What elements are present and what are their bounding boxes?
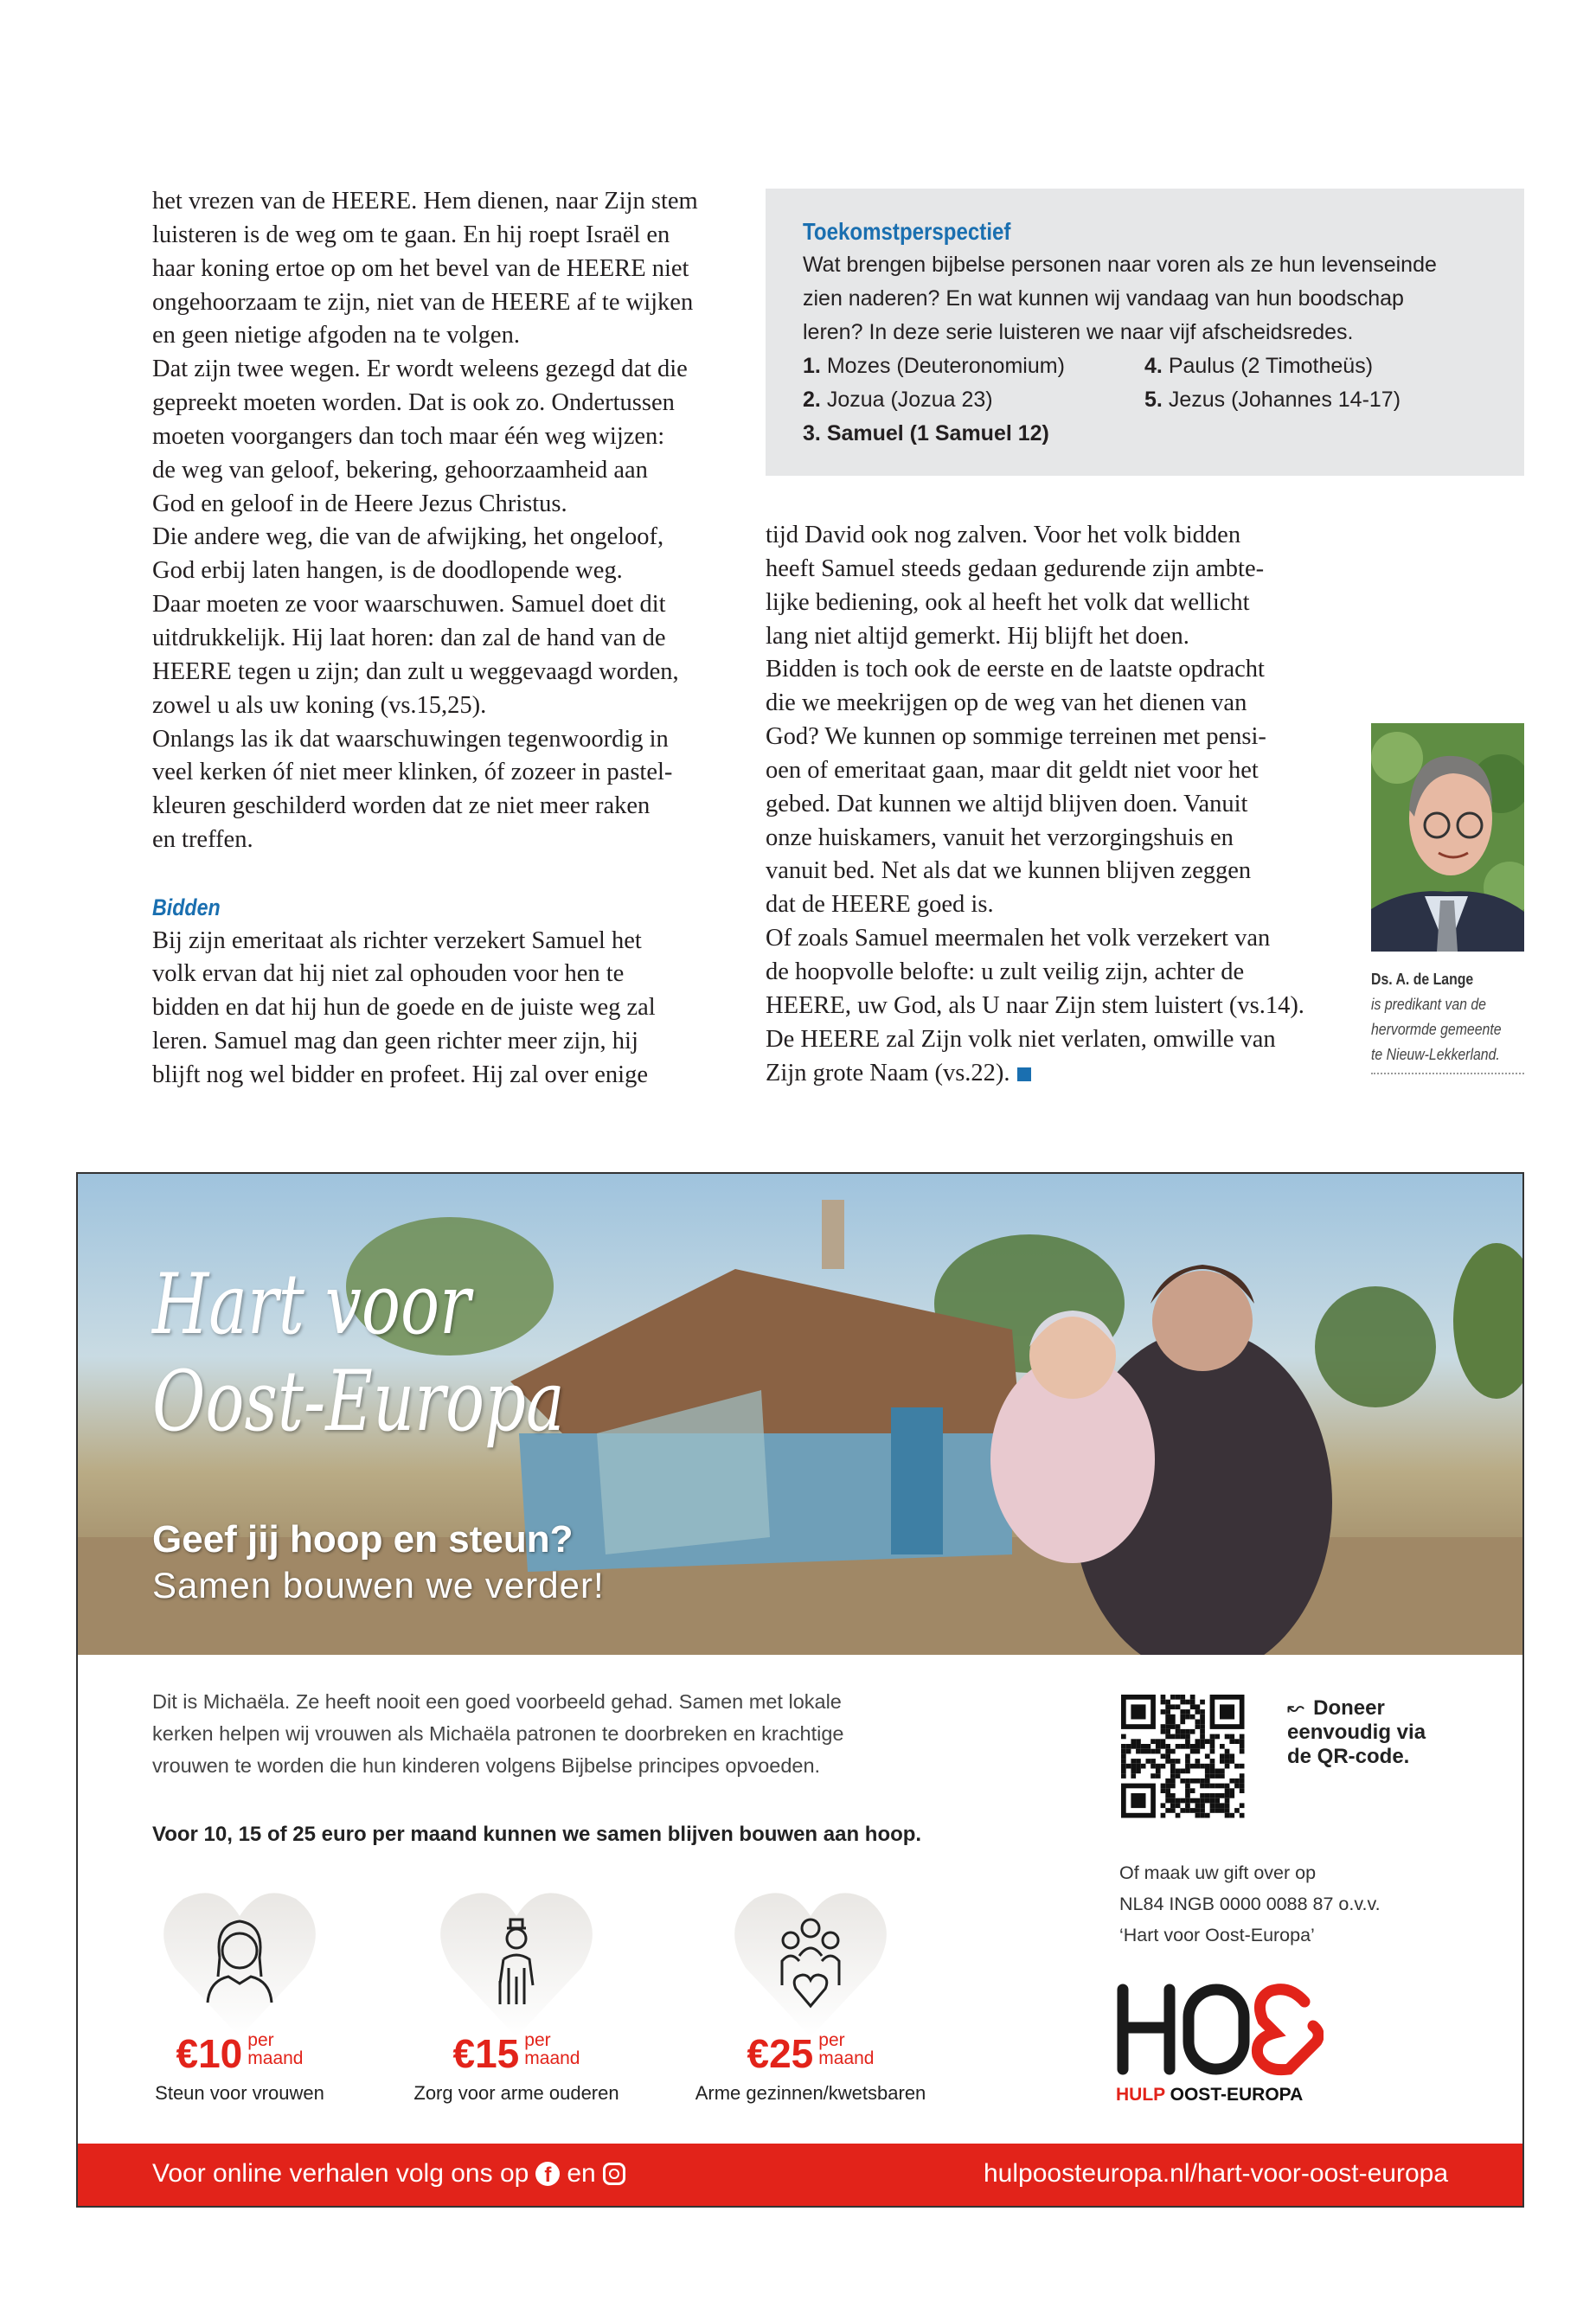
footer-social-text: Voor online verhalen volg ons op [152, 2159, 529, 2188]
series-item-number: 4. [1144, 354, 1163, 378]
hulp-oost-europa-logo [1116, 1983, 1324, 2106]
heart-background [728, 1890, 893, 2037]
bank-line: ‘Hart voor Oost-Europa’ [1119, 1925, 1315, 1945]
logo-sub: OOST-EUROPA [1170, 2085, 1304, 2105]
hero-script-title [152, 1256, 565, 1450]
hero-question: Geef jij hoop en steun? [152, 1518, 574, 1561]
series-item-text: Jozua (Jozua 23) [826, 388, 993, 412]
series-item-text: Paulus (2 Timotheüs) [1168, 354, 1374, 378]
text-line-content: God? We kunnen op sommige terreinen met pensi- [766, 723, 1266, 751]
ad-hero-image [78, 1174, 1522, 1655]
qr-line: Doneer [1313, 1696, 1385, 1720]
text-line-content: Bidden is toch ook de eerste en de laatste opdracht [766, 656, 1265, 683]
tier-per: per [524, 2030, 551, 2050]
tier-maand: maand [524, 2048, 580, 2068]
facebook-icon[interactable]: f [535, 2162, 560, 2186]
text-line [766, 855, 1304, 888]
ad-body-line: vrouwen te worden die hun kinderen volgens Bijbelse principes opvoeden. [152, 1754, 821, 1777]
text-line: God en geloof in de Heere Jezus Christus. [152, 490, 567, 517]
series-item [803, 349, 1144, 383]
ad-body-line: kerken helpen wij vrouwen als Michaëla patronen te doorbreken en krachtige [152, 1722, 844, 1745]
bank-line: Of maak uw gift over op [1119, 1862, 1317, 1883]
text-line: Dat zijn twee wegen. Er wordt weleens gezegd dat die [152, 356, 688, 383]
footer-and: en [567, 2159, 596, 2188]
series-item-text: Mozes (Deuteronomium) [826, 354, 1065, 378]
text-line [766, 888, 1304, 922]
tier-per: per [818, 2030, 845, 2050]
series-item-number: 3. [803, 421, 821, 445]
text-line: volk ervan dat hij niet zal ophouden voor hen te [152, 960, 625, 988]
series-item-number: 5. [1144, 388, 1163, 412]
article-column-left [152, 185, 698, 1093]
hero-title-line: Oost-Europa [152, 1353, 565, 1450]
intro-line: zien naderen? En wat kunnen wij vandaag van hun boodschap [803, 286, 1404, 311]
tier-price [110, 2030, 369, 2077]
text-line [766, 553, 1304, 586]
text-line-content: oen of emeritaat gaan, maar dit geldt niet voor het [766, 756, 1259, 784]
tier-label: Zorg voor arme ouderen [413, 2082, 619, 2104]
caption-divider [1371, 1073, 1524, 1074]
text-line: gepreekt moeten worden. Dat is ook zo. Ondertussen [152, 389, 675, 417]
series-item [1144, 383, 1490, 417]
bank-iban: NL84 INGB 0000 0088 87 o.v.v. [1119, 1894, 1381, 1914]
author-caption [1371, 967, 1524, 1074]
text-line: het vrezen van de HEERE. Hem dienen, naar Zijn stem [152, 188, 698, 215]
text-line: HEERE tegen u zijn; dan zult u weggevaagd worden, [152, 657, 679, 685]
text-line [766, 990, 1304, 1023]
text-line: en geen nietige afgoden na te volgen. [152, 322, 520, 349]
series-item-number: 2. [803, 388, 821, 412]
text-line: en treffen. [152, 826, 253, 854]
text-line-content: die we meekrijgen op de weg van het dienen van [766, 689, 1247, 717]
tier-per: per [247, 2030, 274, 2050]
text-line-content: lang niet altijd gemerkt. Hij blijft het doen. [766, 622, 1189, 650]
bank-transfer-info [1119, 1857, 1381, 1951]
text-line: blijft nog wel bidder en profeet. Hij zal over enige [152, 1061, 648, 1088]
text-line [766, 653, 1304, 687]
donation-tier[interactable] [681, 1890, 940, 2105]
footer-url-link[interactable]: hulpoosteuropa.nl/hart-voor-oost-europa [984, 2159, 1448, 2188]
blank-line [152, 857, 698, 891]
qr-line: de QR-code. [1287, 1745, 1410, 1768]
series-list [803, 349, 1490, 451]
text-line [766, 922, 1304, 956]
text-line [766, 687, 1304, 721]
tier-label: Steun voor vrouwen [155, 2082, 324, 2104]
instagram-icon[interactable] [603, 2163, 625, 2185]
text-line-content: vanuit bed. Net als dat we kunnen blijven zeggen [766, 857, 1252, 885]
hero-subtitle: Samen bouwen we verder! [152, 1565, 605, 1606]
text-line-content: de hoopvolle belofte: u zult veilig zijn, achter de [766, 958, 1245, 985]
text-line: Daar moeten ze voor waarschuwen. Samuel doet dit [152, 591, 666, 619]
tier-amount: €15 [452, 2031, 520, 2076]
text-line-content: Of zoals Samuel meermalen het volk verzekert van [766, 925, 1271, 952]
arrow-left-icon: ↜ [1287, 1696, 1305, 1720]
text-line [766, 956, 1304, 990]
author-role-line: te Nieuw-Lekkerland. [1371, 1046, 1500, 1063]
text-line: Bij zijn emeritaat als richter verzekert Samuel het [152, 926, 642, 954]
ad-body-line: Dit is Michaëla. Ze heeft nooit een goed voorbeeld gehad. Samen met lokale [152, 1690, 842, 1713]
hoe-logo-mark [1116, 1983, 1324, 2078]
series-item-text: Samuel (1 Samuel 12) [826, 421, 1049, 445]
text-line-content: dat de HEERE goed is. [766, 891, 994, 919]
qr-instruction [1287, 1696, 1426, 1769]
text-line-content: De HEERE zal Zijn volk niet verlaten, omwille van [766, 1025, 1276, 1053]
article-column-middle [766, 519, 1304, 1090]
text-line [766, 1057, 1304, 1091]
text-line-content: HEERE, uw God, als U naar Zijn stem luistert (vs.14). [766, 991, 1304, 1019]
text-line: leren. Samuel mag dan geen richter meer zijn, hij [152, 1028, 638, 1055]
text-line: Onlangs las ik dat waarschuwingen tegenwoordig in [152, 725, 669, 753]
text-line: ongehoorzaam te zijn, niet van de HEERE af te wijken [152, 288, 694, 316]
series-item [803, 417, 1144, 451]
series-item-text: Jezus (Johannes 14-17) [1168, 388, 1401, 412]
text-line-content: tijd David ook nog zalven. Voor het volk bidden [766, 522, 1241, 548]
tier-maand: maand [247, 2048, 304, 2068]
text-line: luisteren is de weg om te gaan. En hij roept Israël en [152, 221, 670, 248]
tier-amount: €25 [747, 2031, 814, 2076]
text-line [766, 754, 1304, 788]
tier-label: Arme gezinnen/kwetsbaren [695, 2082, 926, 2104]
tier-amount: €10 [176, 2031, 243, 2076]
author-name: Ds. A. de Lange [1371, 971, 1474, 988]
author-role-line: is predikant van de [1371, 996, 1486, 1013]
text-line: de weg van geloof, bekering, gehoorzaamheid aan [152, 456, 648, 484]
end-mark-icon [1017, 1067, 1031, 1081]
text-line [766, 721, 1304, 754]
text-line [766, 620, 1304, 654]
text-line [766, 788, 1304, 822]
ad-footer-bar [78, 2144, 1522, 2208]
intro-line: Wat brengen bijbelse personen naar voren als ze hun levenseinde [803, 253, 1437, 277]
qr-line: eenvoudig via [1287, 1721, 1426, 1744]
donation-tier[interactable] [110, 1890, 369, 2105]
series-item-number: 1. [803, 354, 821, 378]
hero-title-line: Hart voor [152, 1256, 471, 1353]
text-line: bidden en dat hij hun de goede en de juiste weg zal [152, 994, 656, 1022]
tier-price [681, 2030, 940, 2077]
donation-tier[interactable] [387, 1890, 646, 2105]
intro-line: leren? In deze serie luisteren we naar vijf afscheidsredes. [803, 320, 1354, 344]
heart-background [157, 1890, 322, 2037]
tier-price [387, 2030, 646, 2077]
series-box-title: Toekomstperspectief [803, 218, 1011, 245]
text-line-content: Zijn grote Naam (vs.22). [766, 1059, 1010, 1086]
text-line [766, 519, 1304, 553]
text-line [766, 1023, 1304, 1057]
tier-maand: maand [818, 2048, 875, 2068]
advertisement-hulp-oost-europa[interactable] [76, 1172, 1524, 2208]
text-line-content: lijke bediening, ook al heeft het volk dat wellicht [766, 588, 1250, 616]
series-item [803, 383, 1144, 417]
heart-background [434, 1890, 599, 2037]
text-line: God erbij laten hangen, is de doodlopende weg. [152, 557, 623, 585]
author-photo [1371, 723, 1524, 952]
text-line: zowel u als uw koning (vs.15,25). [152, 691, 487, 719]
text-line [766, 822, 1304, 856]
text-line: moeten voorgangers dan toch maar één weg wijzen: [152, 422, 665, 450]
ad-callout: Voor 10, 15 of 25 euro per maand kunnen we samen blijven bouwen aan hoop. [152, 1823, 922, 1846]
text-line-content: heeft Samuel steeds gedaan gedurende zijn ambte- [766, 554, 1265, 582]
section-heading-bidden: Bidden [152, 894, 221, 920]
series-box-intro [803, 248, 1490, 349]
text-line: haar koning ertoe op om het bevel van de HEERE niet [152, 254, 689, 282]
text-line-content: onze huiskamers, vanuit het verzorgingshuis en [766, 824, 1234, 851]
text-line: Die andere weg, die van de afwijking, het ongeloof, [152, 523, 664, 551]
text-line: veel kerken óf niet meer klinken, óf zozeer in pastel- [152, 759, 673, 786]
logo-sub-red: HULP [1116, 2085, 1165, 2105]
ad-body-text [152, 1686, 843, 1782]
text-line: kleuren geschilderd worden dat ze niet meer raken [152, 792, 651, 820]
series-item [1144, 349, 1490, 383]
text-line [766, 586, 1304, 620]
series-info-box [766, 189, 1524, 476]
donate-qr-code[interactable] [1121, 1695, 1245, 1822]
text-line-content: gebed. Dat kunnen we altijd blijven doen. Vanuit [766, 790, 1248, 817]
author-role-line: hervormde gemeente [1371, 1021, 1502, 1038]
text-line: uitdrukkelijk. Hij laat horen: dan zal de hand van de [152, 624, 666, 651]
